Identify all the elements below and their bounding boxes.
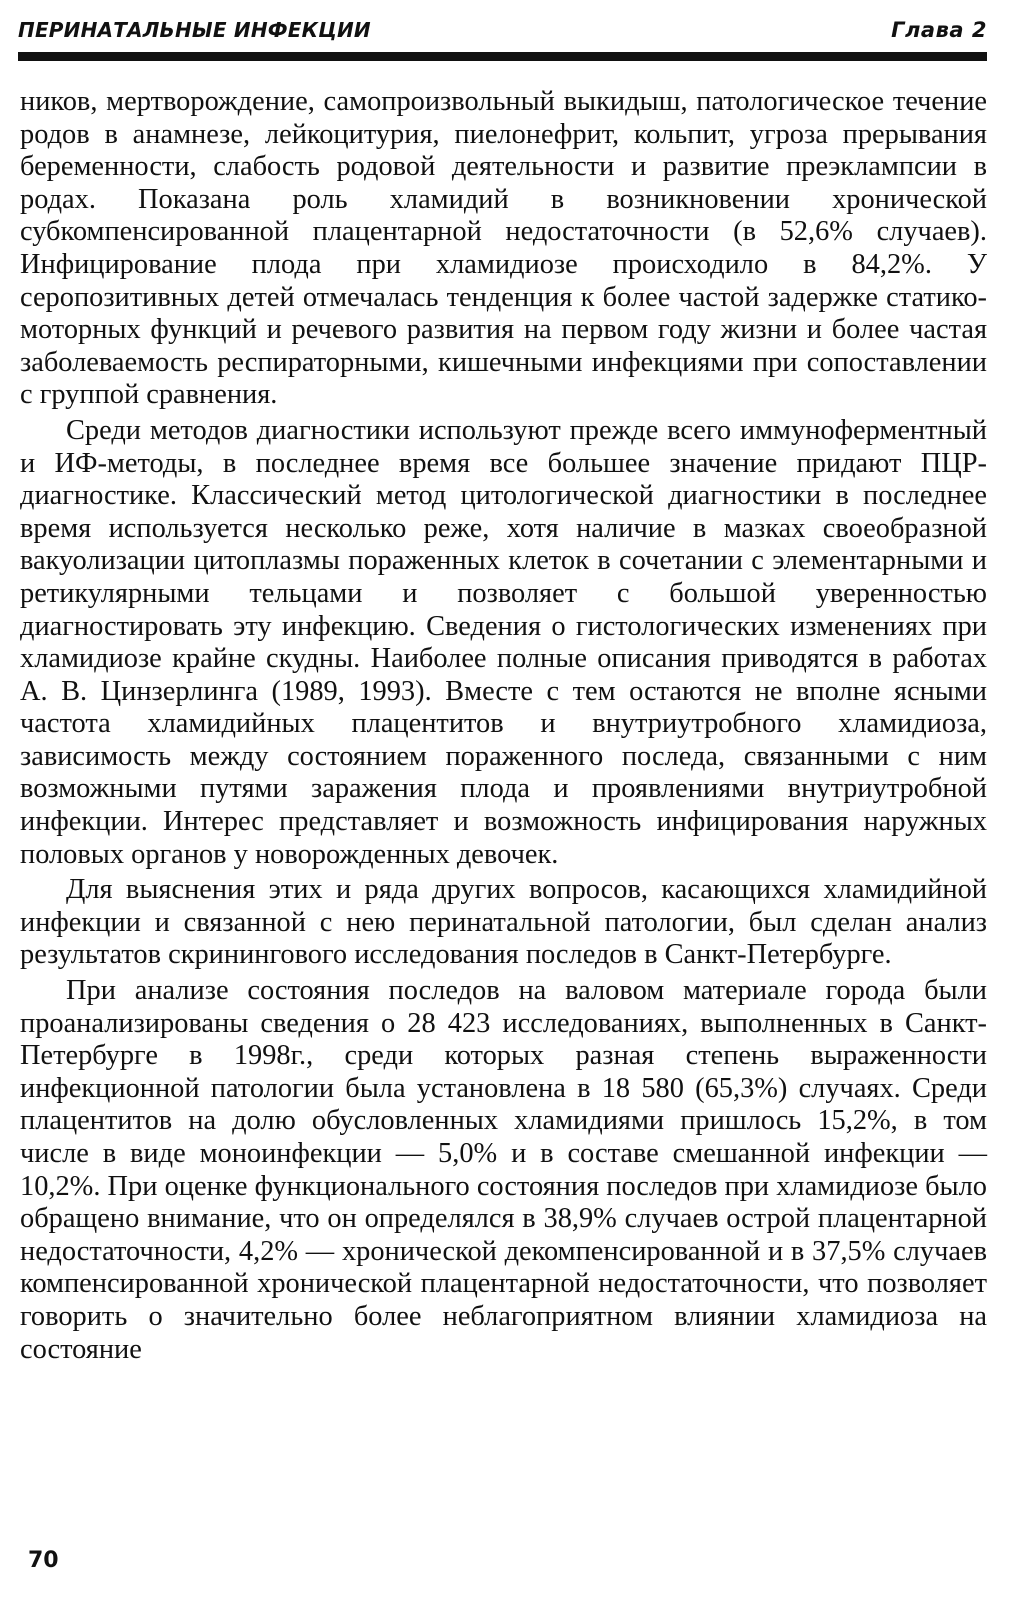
running-head xyxy=(18,18,987,46)
paragraph-3: Для выяснения этих и ряда других вопросов, касающихся хламидийной инфекции и связанной с нею перинатальной патологии, был сделан анализ результатов скринингового исследования последов в Санкт-Петербурге. xyxy=(20,874,987,971)
page-number: 70 xyxy=(28,1548,59,1573)
paragraph-1: ников, мертворождение, самопроизвольный выкидыш, патологическое течение родов в анамнезе, лейкоцитурия, пиелонефрит, кольпит, угроза прерывания беременности, слабость родовой деятельности и развитие преэклампсии в родах. Показана роль хламидий в возникновении хронической субкомпенсированной плацентарной недостаточности (в 52,6% случаев). Инфицирование плода при хламидиозе происходило в 84,2%. У серопозитивных детей отмечалась тенденция к более частой задержке статико-моторных функций и речевого развития на первом году жизни и более частая заболеваемость респираторными, кишечными инфекциями при сопоставлении с группой сравнения. xyxy=(20,86,987,411)
header-rule xyxy=(18,52,987,61)
body-text xyxy=(20,86,987,1366)
paragraph-4: При анализе состояния последов на валовом материале города были проанализированы сведения о 28 423 исследованиях, выполненных в Санкт-Петербурге в 1998г., среди которых разная степень выраженности инфекционной патологии была установлена в 18 580 (65,3%) случаях. Среди плацентитов на долю обусловленных хламидиями пришлось 15,2%, в том числе в виде моноинфекции — 5,0% и в составе смешанной инфекции — 10,2%. При оценке функционального состояния последов при хламидиозе было обращено внимание, что он определялся в 38,9% случаев острой плацентарной недостаточности, 4,2% — хронической декомпенсированной и в 37,5% случаев компенсированной хронической плацентарной недостаточности, что позволяет говорить о значительно более неблагоприятном влиянии хламидиоза на состояние xyxy=(20,975,987,1365)
chapter-label: Глава 2 xyxy=(891,18,987,42)
running-title: ПЕРИНАТАЛЬНЫЕ ИНФЕКЦИИ xyxy=(18,18,371,42)
paragraph-2: Среди методов диагностики используют прежде всего иммуноферментный и ИФ-методы, в последнее время все большее значение придают ПЦР-диагностике. Классический метод цитологической диагностики в последнее время используется несколько реже, хотя наличие в мазках своеобразной вакуолизации цитоплазмы пораженных клеток в сочетании с элементарными и ретикулярными тельцами и позволяет с большой уверенностью диагностировать эту инфекцию. Сведения о гистологических изменениях при хламидиозе крайне скудны. Наиболее полные описания приводятся в работах А. В. Цинзерлинга (1989, 1993). Вместе с тем остаются не вполне ясными частота хламидийных плацентитов и внутриутробного хламидиоза, зависимость между состоянием пораженного последа, связанными с ним возможными путями заражения плода и проявлениями внутриутробной инфекции. Интерес представляет и возможность инфицирования наружных половых органов у новорожденных девочек. xyxy=(20,414,987,870)
